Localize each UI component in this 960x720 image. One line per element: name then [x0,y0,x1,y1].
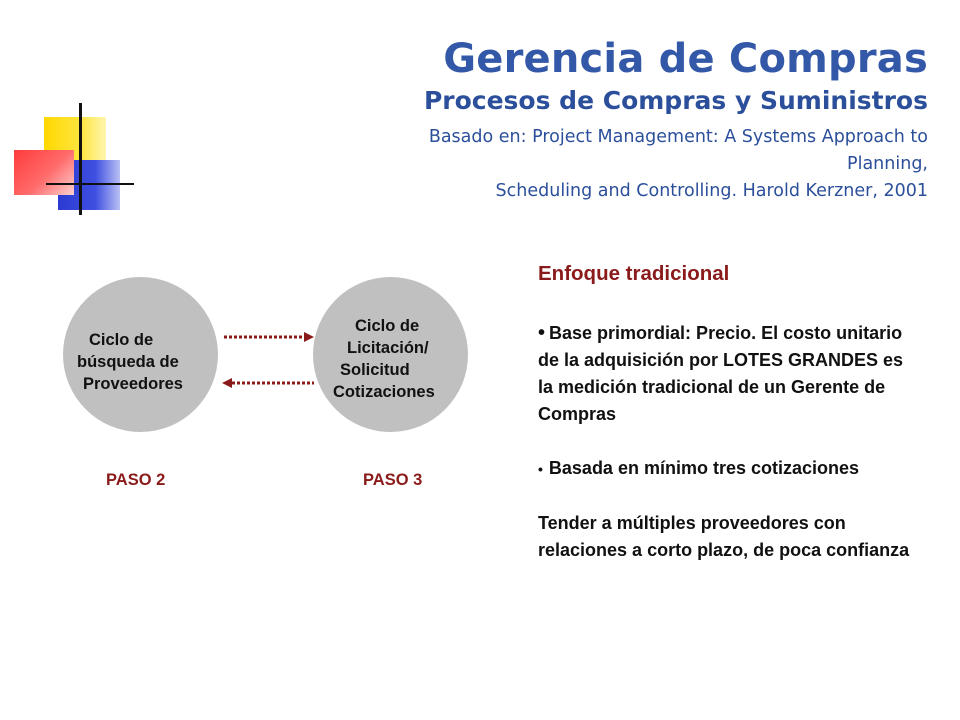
step2-text-line: Ciclo de [89,331,154,349]
bidirectional-arrows [218,325,318,395]
source-citation [368,124,928,205]
source-line-2: Scheduling and Controlling. Harold Kerzner, 2001 [495,181,928,201]
red-square-shape [14,150,74,195]
bullet-icon: • [538,461,543,477]
step3-text-line: Solicitud [340,361,410,379]
step3-text [320,315,435,403]
content-paragraph: Tender a múltiples proveedores con relaciones a corto plazo, de poca confianza [538,513,910,560]
decorative-logo [0,95,140,220]
slide-title: Gerencia de Compras [443,36,928,82]
bullet-text: Basada en mínimo tres cotizaciones [548,458,860,478]
step3-text-line: Ciclo de [355,317,420,335]
content-heading: Enfoque tradicional [538,262,730,285]
bullet-text: Base primordial: Precio. El costo unitario de la adquisición por LOTES GRANDES es la medición tradicional de un Gerente de Compras [538,323,904,424]
bullet-item [538,455,918,483]
content-panel [538,262,918,564]
horizontal-line-shape [46,183,134,185]
right-arrow [224,332,314,342]
bullet-icon: • [538,322,546,344]
step3-text-line: Licitación/ [347,339,429,357]
left-arrow [222,378,314,388]
source-line-1: Basado en: Project Management: A Systems Approach to Planning, [428,127,928,174]
slide-subtitle: Procesos de Compras y Suministros [423,86,928,115]
step3-text-line: Cotizaciones [333,383,435,401]
step2-label: PASO 2 [106,471,166,489]
vertical-line-shape [79,103,82,215]
step3-label: PASO 3 [363,471,423,489]
step2-text-line: búsqueda de [77,353,179,371]
step2-text [77,329,183,395]
bullet-item [538,320,918,428]
step2-text-line: Proveedores [83,375,183,393]
